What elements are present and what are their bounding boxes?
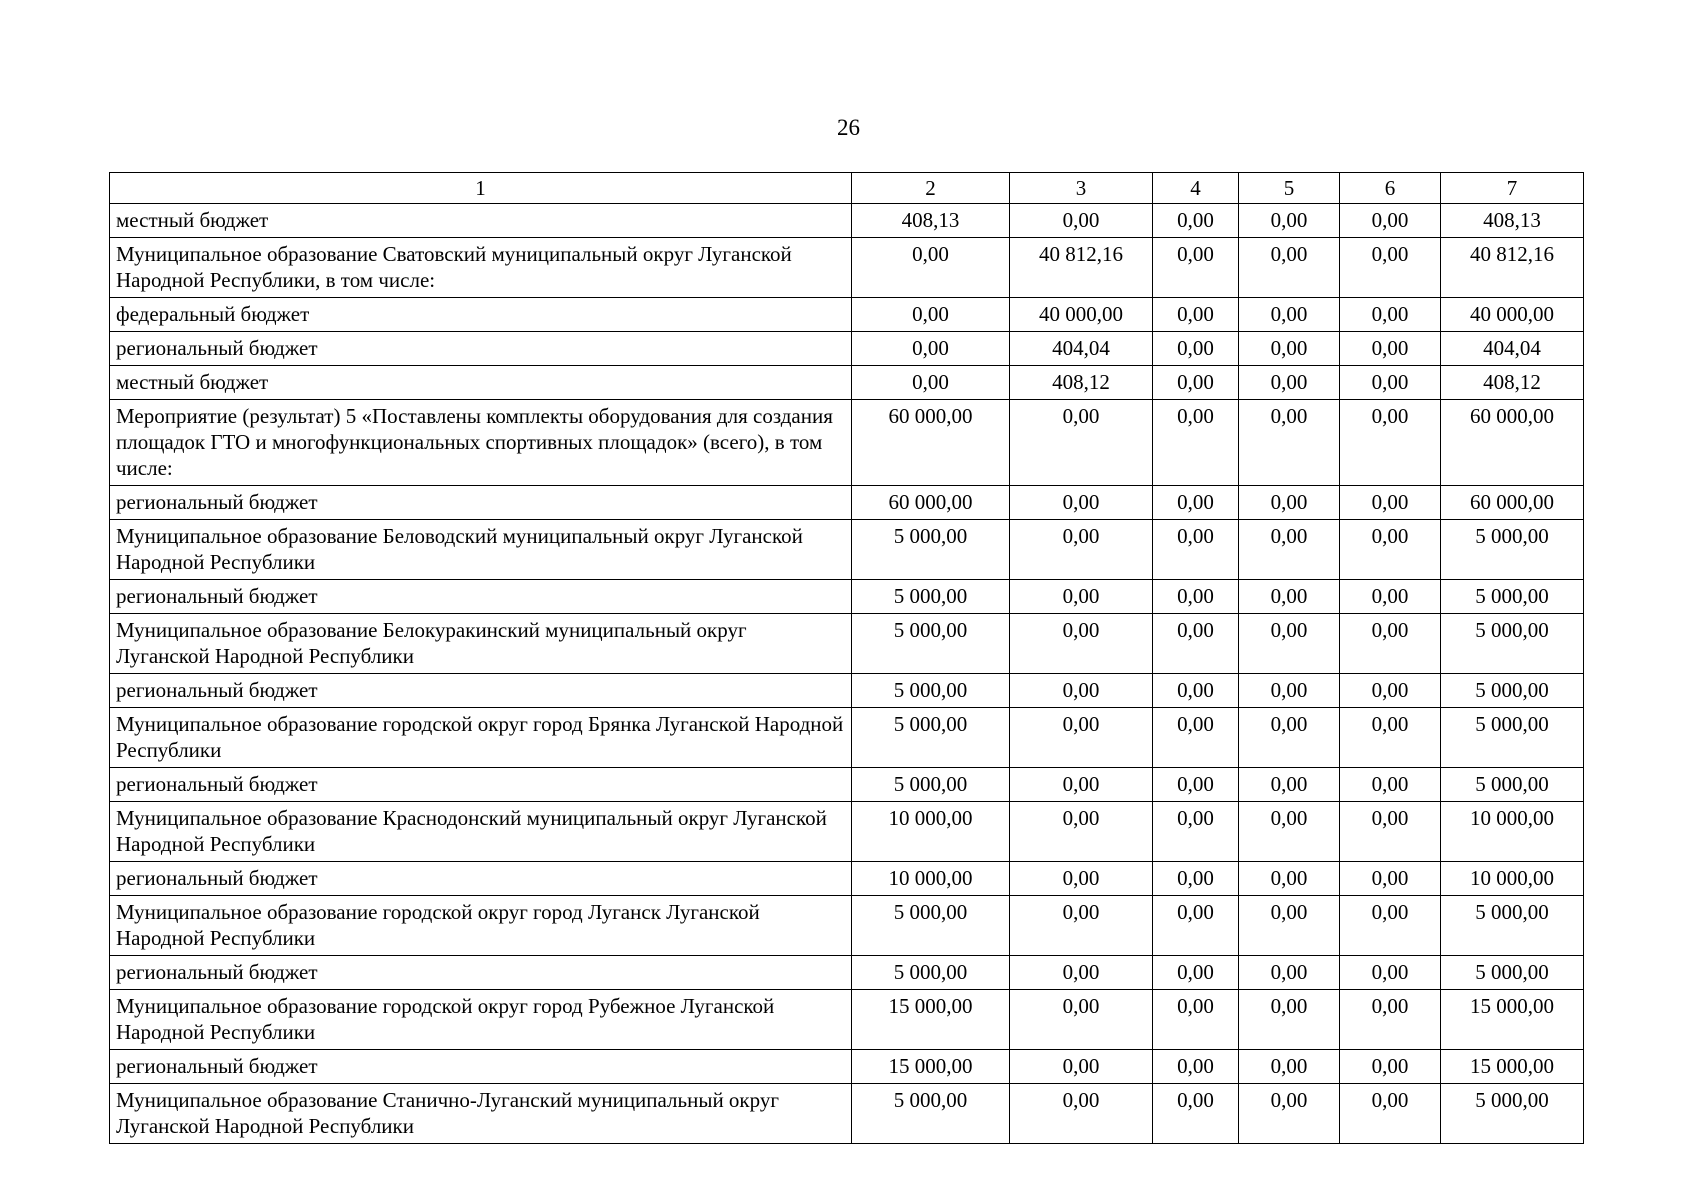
value-cell-col-5: 0,00 [1239, 332, 1340, 366]
value-cell-col-5: 0,00 [1239, 204, 1340, 238]
value-cell-col-7: 5 000,00 [1441, 520, 1584, 580]
page-number: 26 [837, 115, 860, 140]
value-cell-col-6: 0,00 [1340, 956, 1441, 990]
value-cell-col-3: 40 812,16 [1010, 238, 1153, 298]
row-label: региональный бюджет [110, 768, 852, 802]
table-row [110, 332, 1584, 366]
row-label: местный бюджет [110, 366, 852, 400]
value-cell-col-4: 0,00 [1153, 896, 1239, 956]
value-cell-col-5: 0,00 [1239, 1084, 1340, 1144]
table-row [110, 708, 1584, 768]
table-row [110, 862, 1584, 896]
value-cell-col-5: 0,00 [1239, 674, 1340, 708]
value-cell-col-3: 0,00 [1010, 486, 1153, 520]
value-cell-col-2: 5 000,00 [852, 674, 1010, 708]
value-cell-col-5: 0,00 [1239, 580, 1340, 614]
value-cell-col-4: 0,00 [1153, 768, 1239, 802]
value-cell-col-2: 0,00 [852, 298, 1010, 332]
value-cell-col-7: 15 000,00 [1441, 1050, 1584, 1084]
value-cell-col-4: 0,00 [1153, 332, 1239, 366]
value-cell-col-5: 0,00 [1239, 520, 1340, 580]
row-label: региональный бюджет [110, 674, 852, 708]
value-cell-col-6: 0,00 [1340, 238, 1441, 298]
table-row [110, 298, 1584, 332]
row-label: региональный бюджет [110, 956, 852, 990]
table-row [110, 674, 1584, 708]
value-cell-col-6: 0,00 [1340, 768, 1441, 802]
value-cell-col-6: 0,00 [1340, 896, 1441, 956]
value-cell-col-5: 0,00 [1239, 768, 1340, 802]
row-label: Муниципальное образование Беловодский муниципальный округ Луганской Народной Республики [110, 520, 852, 580]
value-cell-col-2: 5 000,00 [852, 956, 1010, 990]
value-cell-col-7: 5 000,00 [1441, 674, 1584, 708]
value-cell-col-6: 0,00 [1340, 990, 1441, 1050]
value-cell-col-5: 0,00 [1239, 400, 1340, 486]
value-cell-col-7: 5 000,00 [1441, 614, 1584, 674]
value-cell-col-4: 0,00 [1153, 400, 1239, 486]
column-header: 2 [852, 173, 1010, 204]
value-cell-col-3: 0,00 [1010, 802, 1153, 862]
value-cell-col-2: 0,00 [852, 238, 1010, 298]
value-cell-col-4: 0,00 [1153, 366, 1239, 400]
value-cell-col-5: 0,00 [1239, 802, 1340, 862]
row-label: федеральный бюджет [110, 298, 852, 332]
value-cell-col-7: 10 000,00 [1441, 802, 1584, 862]
value-cell-col-6: 0,00 [1340, 298, 1441, 332]
column-header: 3 [1010, 173, 1153, 204]
table-row [110, 204, 1584, 238]
value-cell-col-3: 0,00 [1010, 956, 1153, 990]
value-cell-col-3: 0,00 [1010, 768, 1153, 802]
value-cell-col-6: 0,00 [1340, 674, 1441, 708]
row-label: Муниципальное образование городской округ город Брянка Луганской Народной Республики [110, 708, 852, 768]
header-row [110, 173, 1584, 204]
value-cell-col-7: 408,12 [1441, 366, 1584, 400]
column-header: 7 [1441, 173, 1584, 204]
table-row [110, 520, 1584, 580]
value-cell-col-6: 0,00 [1340, 1084, 1441, 1144]
value-cell-col-2: 60 000,00 [852, 400, 1010, 486]
value-cell-col-4: 0,00 [1153, 956, 1239, 990]
value-cell-col-4: 0,00 [1153, 862, 1239, 896]
value-cell-col-4: 0,00 [1153, 486, 1239, 520]
value-cell-col-6: 0,00 [1340, 580, 1441, 614]
value-cell-col-7: 60 000,00 [1441, 400, 1584, 486]
value-cell-col-2: 10 000,00 [852, 862, 1010, 896]
value-cell-col-7: 5 000,00 [1441, 956, 1584, 990]
value-cell-col-7: 10 000,00 [1441, 862, 1584, 896]
value-cell-col-3: 0,00 [1010, 990, 1153, 1050]
table-row [110, 614, 1584, 674]
row-label: региональный бюджет [110, 862, 852, 896]
value-cell-col-5: 0,00 [1239, 614, 1340, 674]
value-cell-col-7: 408,13 [1441, 204, 1584, 238]
row-label: местный бюджет [110, 204, 852, 238]
value-cell-col-2: 15 000,00 [852, 990, 1010, 1050]
value-cell-col-5: 0,00 [1239, 862, 1340, 896]
table-row [110, 580, 1584, 614]
value-cell-col-7: 5 000,00 [1441, 896, 1584, 956]
value-cell-col-2: 5 000,00 [852, 896, 1010, 956]
value-cell-col-4: 0,00 [1153, 238, 1239, 298]
value-cell-col-4: 0,00 [1153, 1050, 1239, 1084]
table-row [110, 768, 1584, 802]
value-cell-col-5: 0,00 [1239, 486, 1340, 520]
value-cell-col-3: 0,00 [1010, 614, 1153, 674]
value-cell-col-7: 5 000,00 [1441, 768, 1584, 802]
value-cell-col-4: 0,00 [1153, 708, 1239, 768]
row-label: Муниципальное образование Краснодонский муниципальный округ Луганской Народной Республики [110, 802, 852, 862]
value-cell-col-2: 15 000,00 [852, 1050, 1010, 1084]
table-row [110, 238, 1584, 298]
value-cell-col-2: 5 000,00 [852, 708, 1010, 768]
value-cell-col-2: 408,13 [852, 204, 1010, 238]
value-cell-col-6: 0,00 [1340, 862, 1441, 896]
value-cell-col-7: 40 000,00 [1441, 298, 1584, 332]
row-label: Муниципальное образование Сватовский муниципальный округ Луганской Народной Республики, в том числе: [110, 238, 852, 298]
row-label: Муниципальное образование Станично-Луганский муниципальный округ Луганской Народной Республики [110, 1084, 852, 1144]
value-cell-col-6: 0,00 [1340, 520, 1441, 580]
value-cell-col-6: 0,00 [1340, 366, 1441, 400]
value-cell-col-5: 0,00 [1239, 708, 1340, 768]
table-row [110, 400, 1584, 486]
value-cell-col-4: 0,00 [1153, 802, 1239, 862]
value-cell-col-6: 0,00 [1340, 1050, 1441, 1084]
value-cell-col-3: 0,00 [1010, 400, 1153, 486]
value-cell-col-5: 0,00 [1239, 366, 1340, 400]
table-row [110, 366, 1584, 400]
value-cell-col-4: 0,00 [1153, 990, 1239, 1050]
value-cell-col-7: 15 000,00 [1441, 990, 1584, 1050]
value-cell-col-2: 60 000,00 [852, 486, 1010, 520]
value-cell-col-3: 0,00 [1010, 204, 1153, 238]
value-cell-col-5: 0,00 [1239, 298, 1340, 332]
value-cell-col-4: 0,00 [1153, 298, 1239, 332]
value-cell-col-3: 0,00 [1010, 520, 1153, 580]
value-cell-col-3: 408,12 [1010, 366, 1153, 400]
value-cell-col-4: 0,00 [1153, 520, 1239, 580]
value-cell-col-7: 5 000,00 [1441, 1084, 1584, 1144]
column-header: 6 [1340, 173, 1441, 204]
value-cell-col-4: 0,00 [1153, 614, 1239, 674]
table-row [110, 1084, 1584, 1144]
column-header: 5 [1239, 173, 1340, 204]
value-cell-col-7: 60 000,00 [1441, 486, 1584, 520]
value-cell-col-4: 0,00 [1153, 1084, 1239, 1144]
column-header: 4 [1153, 173, 1239, 204]
value-cell-col-6: 0,00 [1340, 614, 1441, 674]
value-cell-col-2: 0,00 [852, 332, 1010, 366]
value-cell-col-7: 5 000,00 [1441, 580, 1584, 614]
row-label: региональный бюджет [110, 580, 852, 614]
row-label: региональный бюджет [110, 1050, 852, 1084]
value-cell-col-6: 0,00 [1340, 802, 1441, 862]
value-cell-col-3: 0,00 [1010, 580, 1153, 614]
value-cell-col-3: 0,00 [1010, 674, 1153, 708]
table-row [110, 486, 1584, 520]
value-cell-col-6: 0,00 [1340, 708, 1441, 768]
value-cell-col-5: 0,00 [1239, 956, 1340, 990]
table-row [110, 896, 1584, 956]
value-cell-col-4: 0,00 [1153, 204, 1239, 238]
table-row [110, 990, 1584, 1050]
value-cell-col-3: 40 000,00 [1010, 298, 1153, 332]
value-cell-col-6: 0,00 [1340, 332, 1441, 366]
row-label: региональный бюджет [110, 332, 852, 366]
value-cell-col-5: 0,00 [1239, 1050, 1340, 1084]
value-cell-col-2: 0,00 [852, 366, 1010, 400]
row-label: Мероприятие (результат) 5 «Поставлены комплекты оборудования для создания площадок ГТО и многофункциональных спортивных площадок» (всего), в том числе: [110, 400, 852, 486]
value-cell-col-4: 0,00 [1153, 580, 1239, 614]
value-cell-col-7: 5 000,00 [1441, 708, 1584, 768]
value-cell-col-3: 0,00 [1010, 1084, 1153, 1144]
value-cell-col-5: 0,00 [1239, 896, 1340, 956]
value-cell-col-6: 0,00 [1340, 486, 1441, 520]
budget-table [109, 172, 1584, 1144]
table-row [110, 802, 1584, 862]
row-label: Муниципальное образование Белокуракинский муниципальный округ Луганской Народной Республики [110, 614, 852, 674]
value-cell-col-2: 5 000,00 [852, 1084, 1010, 1144]
value-cell-col-7: 404,04 [1441, 332, 1584, 366]
value-cell-col-5: 0,00 [1239, 238, 1340, 298]
row-label: Муниципальное образование городской округ город Рубежное Луганской Народной Республики [110, 990, 852, 1050]
value-cell-col-3: 0,00 [1010, 862, 1153, 896]
value-cell-col-2: 5 000,00 [852, 768, 1010, 802]
table-row [110, 956, 1584, 990]
value-cell-col-2: 5 000,00 [852, 520, 1010, 580]
row-label: Муниципальное образование городской округ город Луганск Луганской Народной Республики [110, 896, 852, 956]
value-cell-col-5: 0,00 [1239, 990, 1340, 1050]
value-cell-col-3: 0,00 [1010, 1050, 1153, 1084]
value-cell-col-3: 404,04 [1010, 332, 1153, 366]
value-cell-col-3: 0,00 [1010, 896, 1153, 956]
value-cell-col-2: 5 000,00 [852, 614, 1010, 674]
column-header: 1 [110, 173, 852, 204]
value-cell-col-7: 40 812,16 [1441, 238, 1584, 298]
value-cell-col-2: 10 000,00 [852, 802, 1010, 862]
value-cell-col-3: 0,00 [1010, 708, 1153, 768]
value-cell-col-4: 0,00 [1153, 674, 1239, 708]
table-row [110, 1050, 1584, 1084]
value-cell-col-6: 0,00 [1340, 204, 1441, 238]
value-cell-col-2: 5 000,00 [852, 580, 1010, 614]
value-cell-col-6: 0,00 [1340, 400, 1441, 486]
row-label: региональный бюджет [110, 486, 852, 520]
